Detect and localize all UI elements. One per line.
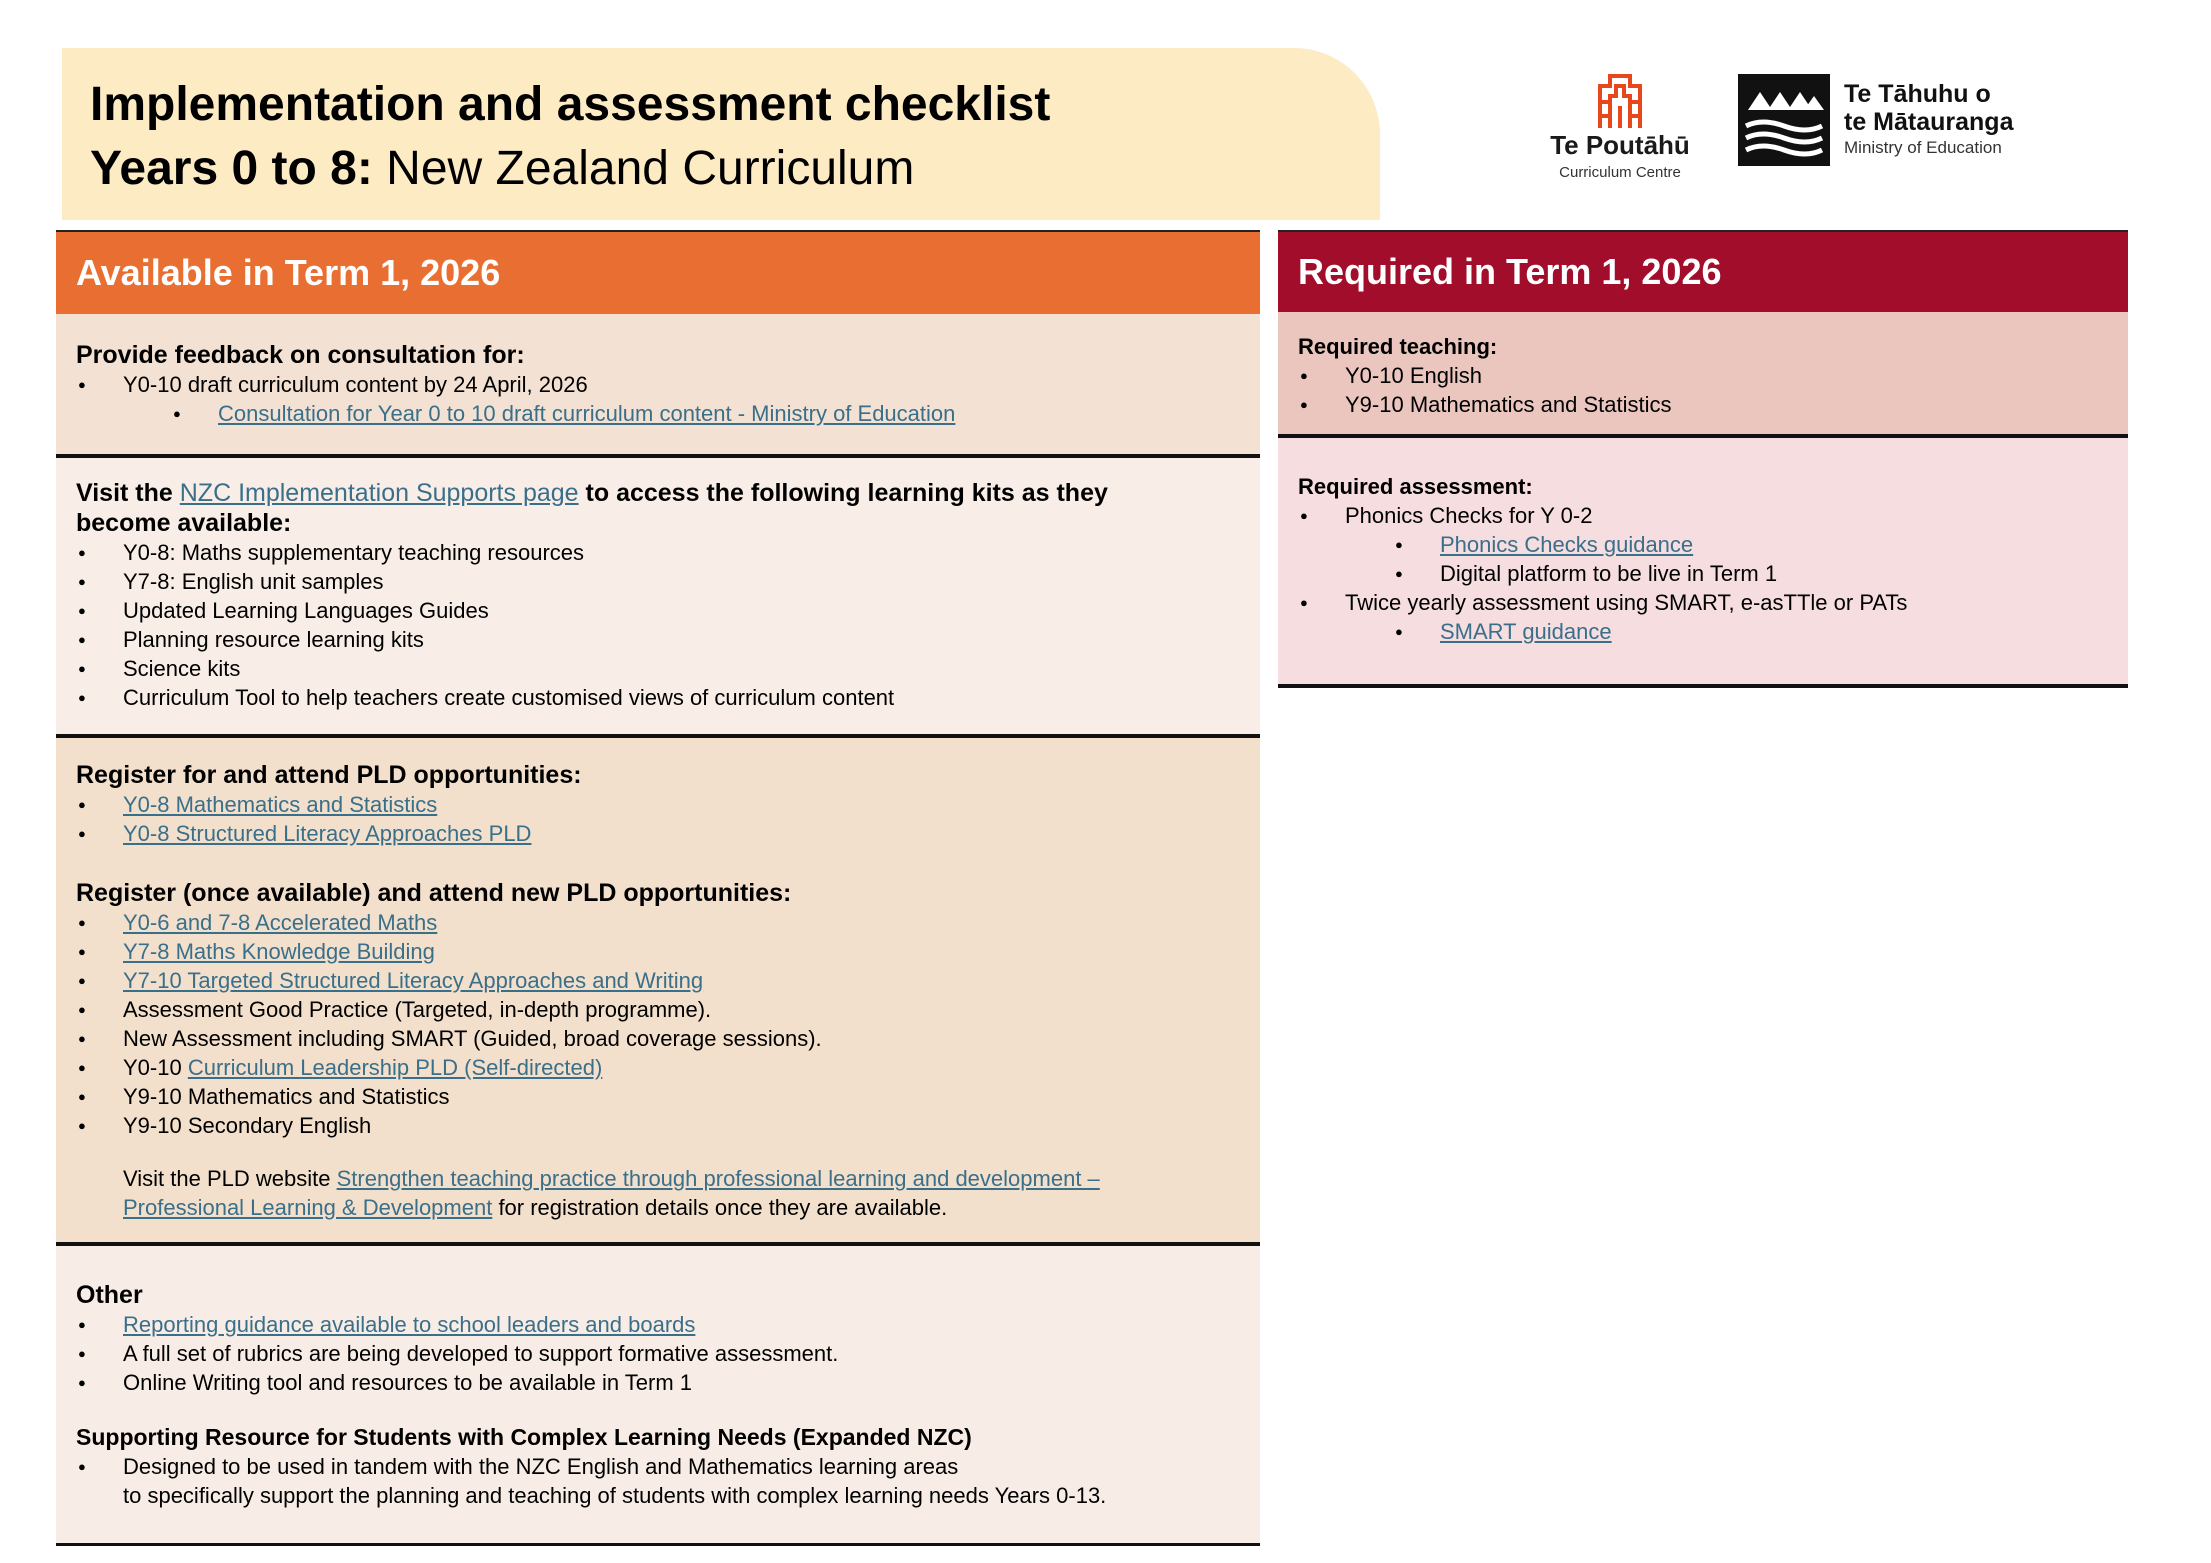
subtitle-bold: Years 0 to 8: bbox=[90, 142, 373, 195]
required-column bbox=[1278, 230, 2128, 688]
pld-heading: Register for and attend PLD opportunities: bbox=[76, 761, 582, 789]
pld-link-maths[interactable]: Y0-8 Mathematics and Statistics bbox=[123, 792, 438, 817]
pld-website-prefix: Visit the PLD website bbox=[123, 1166, 337, 1191]
feedback-section bbox=[56, 314, 1260, 458]
pld-link-targeted-literacy[interactable]: Y7-10 Targeted Structured Literacy Approaches and Writing bbox=[123, 968, 704, 993]
list-subitem: ● Digital platform to be live in Term 1 bbox=[1298, 559, 2108, 588]
list-item bbox=[76, 1053, 1240, 1082]
te-poutahu-sub: Curriculum Centre bbox=[1559, 164, 1681, 181]
list-item: ● Y9-10 Mathematics and Statistics bbox=[1298, 390, 2108, 419]
list-item: ● Science kits bbox=[76, 654, 1240, 683]
feedback-subitem bbox=[76, 399, 1240, 428]
list-item: ● A full set of rubrics are being developed to support formative assessment. bbox=[76, 1339, 1240, 1368]
pld-link-maths-knowledge[interactable]: Y7-8 Maths Knowledge Building bbox=[123, 939, 435, 964]
pld-website-line2 bbox=[76, 1193, 1240, 1222]
learning-kits-heading bbox=[76, 478, 1240, 508]
curriculum-leadership-link[interactable]: Curriculum Leadership PLD (Self-directed) bbox=[187, 1055, 603, 1080]
feedback-heading: Provide feedback on consultation for: bbox=[76, 341, 525, 369]
required-assessment-heading: Required assessment: bbox=[1298, 474, 1533, 499]
list-item-continuation: to specifically support the planning and teaching of students with complex learning needs Years 0-13. bbox=[123, 1483, 1107, 1508]
list-item: ● Updated Learning Languages Guides bbox=[76, 596, 1240, 625]
pld-website-line1 bbox=[76, 1164, 1240, 1193]
list-item: ● Y9-10 Secondary English bbox=[76, 1111, 1240, 1140]
required-heading: Required in Term 1, 2026 bbox=[1278, 230, 2128, 312]
list-item: ● New Assessment including SMART (Guided, broad coverage sessions). bbox=[76, 1024, 1240, 1053]
available-heading: Available in Term 1, 2026 bbox=[56, 230, 1260, 314]
required-teaching-heading: Required teaching: bbox=[1298, 334, 1498, 359]
consultation-link[interactable]: Consultation for Year 0 to 10 draft curriculum content - Ministry of Education bbox=[218, 401, 956, 426]
list-subitem bbox=[1298, 617, 2108, 646]
list-item bbox=[76, 937, 1240, 966]
learning-kits-section bbox=[56, 458, 1260, 738]
list-subitem bbox=[1298, 530, 2108, 559]
te-poutahu-name: Te Poutāhū bbox=[1550, 130, 1690, 160]
pld-link-accelerated-maths[interactable]: Y0-6 and 7-8 Accelerated Maths bbox=[123, 910, 438, 935]
list-item: ● Twice yearly assessment using SMART, e-asTTle or PATs bbox=[1298, 588, 2108, 617]
list-item: ● Y7-8: English unit samples bbox=[76, 567, 1240, 596]
list-item bbox=[76, 819, 1240, 848]
te-poutahu-logo-icon bbox=[1596, 72, 1644, 130]
ministry-line2: te Mātauranga bbox=[1844, 108, 2014, 136]
list-item: ● Designed to be used in tandem with the NZC English and Mathematics learning areas bbox=[76, 1452, 1240, 1481]
list-item bbox=[76, 966, 1240, 995]
list-item: ● Online Writing tool and resources to be available in Term 1 bbox=[76, 1368, 1240, 1397]
list-item bbox=[76, 908, 1240, 937]
list-item: ● Assessment Good Practice (Targeted, in-depth programme). bbox=[76, 995, 1240, 1024]
y010-prefix: Y0-10 bbox=[123, 1055, 188, 1080]
pld-website-link2[interactable]: Professional Learning & Development bbox=[123, 1195, 493, 1220]
nzc-supports-link[interactable]: NZC Implementation Supports page bbox=[179, 479, 579, 507]
list-item: ● Phonics Checks for Y 0-2 bbox=[1298, 501, 2108, 530]
learning-kits-heading-cont: become available: bbox=[76, 509, 292, 537]
page-title: Implementation and assessment checklist bbox=[90, 78, 1051, 131]
list-item: ● Y0-8: Maths supplementary teaching resources bbox=[76, 538, 1240, 567]
ministry-line1: Te Tāhuhu o bbox=[1844, 80, 1991, 108]
other-section bbox=[56, 1246, 1260, 1546]
ministry-logo-icon bbox=[1738, 74, 1830, 166]
pld-link-literacy[interactable]: Y0-8 Structured Literacy Approaches PLD bbox=[123, 821, 532, 846]
complex-needs-heading: Supporting Resource for Students with Complex Learning Needs (Expanded NZC) bbox=[76, 1424, 972, 1450]
list-item: ● Planning resource learning kits bbox=[76, 625, 1240, 654]
subtitle-rest: New Zealand Curriculum bbox=[372, 142, 915, 195]
smart-guidance-link[interactable]: SMART guidance bbox=[1440, 619, 1612, 644]
list-item: ● Y9-10 Mathematics and Statistics bbox=[76, 1082, 1240, 1111]
new-pld-heading: Register (once available) and attend new PLD opportunities: bbox=[76, 879, 792, 907]
reporting-guidance-link[interactable]: Reporting guidance available to school leaders and boards bbox=[123, 1312, 696, 1337]
pld-website-link1[interactable]: Strengthen teaching practice through professional learning and development – bbox=[336, 1166, 1100, 1191]
spacer bbox=[76, 848, 1240, 878]
pld-website-suffix: for registration details once they are available. bbox=[492, 1195, 948, 1220]
other-heading: Other bbox=[76, 1281, 143, 1309]
spacer bbox=[76, 1397, 1240, 1423]
list-item bbox=[76, 1310, 1240, 1339]
list-item: ● Y0-10 English bbox=[1298, 361, 2108, 390]
feedback-item: ● Y0-10 draft curriculum content by 24 April, 2026 bbox=[76, 370, 1240, 399]
required-teaching-section bbox=[1278, 312, 2128, 438]
required-assessment-section bbox=[1278, 438, 2128, 688]
te-poutahu-logo bbox=[1530, 70, 1710, 182]
kits-lead-text: Visit the bbox=[76, 479, 180, 507]
spacer bbox=[76, 1140, 1240, 1164]
available-column bbox=[56, 230, 1260, 1546]
ministry-line3: Ministry of Education bbox=[1844, 138, 2002, 157]
phonics-guidance-link[interactable]: Phonics Checks guidance bbox=[1440, 532, 1694, 557]
list-item bbox=[76, 790, 1240, 819]
list-item: ● Curriculum Tool to help teachers create customised views of curriculum content bbox=[76, 683, 1240, 712]
pld-section bbox=[56, 738, 1260, 1246]
kits-lead-text2: to access the following learning kits as they bbox=[578, 479, 1108, 507]
ministry-logo bbox=[1738, 74, 2068, 166]
page-subtitle bbox=[90, 138, 914, 200]
